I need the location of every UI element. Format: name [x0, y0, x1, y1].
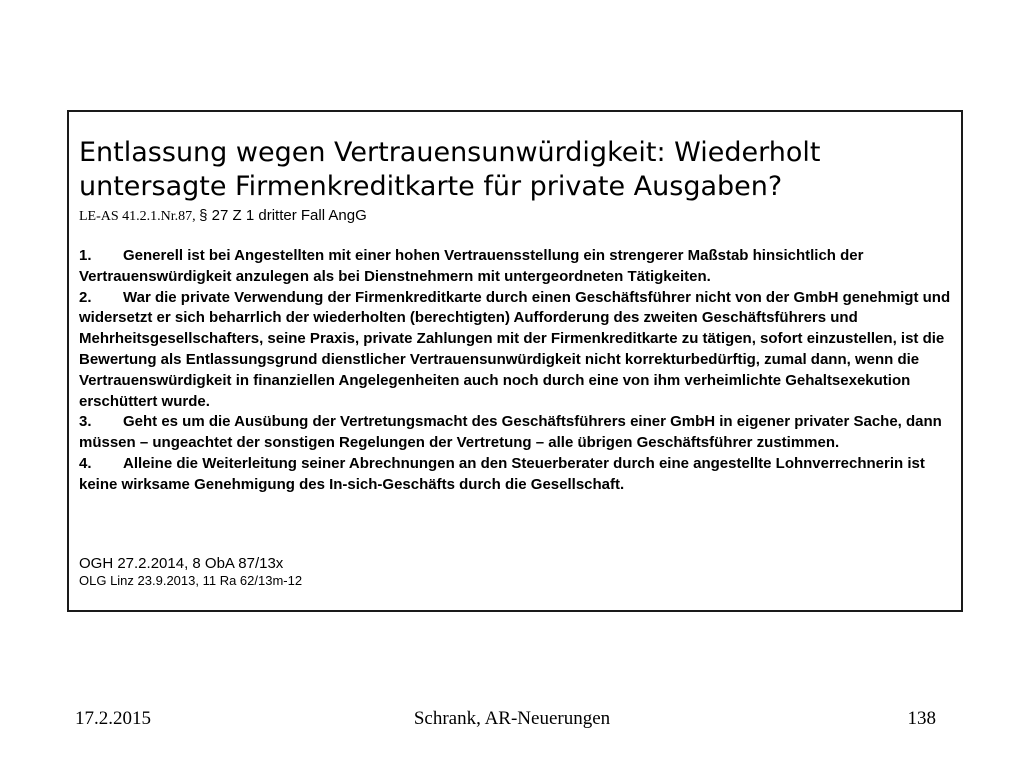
point-text: War die private Verwendung der Firmenkreditkarte durch einen Geschäftsführer nicht von der GmbH genehmigt und widersetzt er sich beharrlich der wiederholten (berechtigten) Aufforderung des zweiten Geschäftsführers und Mehrheitsgesellschafters, seine Praxis, private Zahlungen mit der Firmenkreditkarte zu tätigen, sofort einzustellen, ist die Bewertung als Entlassungsgrund dienstlicher Vertrauensunwürdigkeit nicht korrekturbedürftig, zumal dann, wenn die Vertrauenswürdigkeit in finanziellen Angelegenheiten auch noch durch eine von ihm verheimlichte Gehaltsexekution erschüttert wurde.	[79, 288, 951, 410]
list-item	[79, 288, 959, 413]
page-number: 138	[907, 708, 936, 729]
footer-date: 17.2.2015	[75, 708, 151, 729]
reference-suffix: § 27 Z 1 dritter Fall AngG	[199, 207, 367, 224]
citation-sub: OLG Linz 23.9.2013, 11 Ra 62/13m-12	[79, 573, 303, 588]
content-box	[67, 110, 963, 612]
point-number: 2.	[79, 288, 92, 306]
point-number: 1.	[79, 247, 92, 264]
list-item	[79, 412, 959, 454]
list-item	[79, 246, 959, 288]
reference-prefix: LE-AS 41.2.1.Nr.87,	[79, 209, 196, 224]
case-citations	[79, 555, 949, 589]
point-text: Alleine die Weiterleitung seiner Abrechnungen an den Steuerberater durch eine angestellte Lohnverrechnerin ist keine wirksame Genehmigung des In-sich-Geschäfts durch die Gesellschaft.	[79, 454, 925, 493]
legal-reference	[79, 207, 949, 226]
key-points-list	[79, 246, 959, 496]
footer-title: Schrank, AR-Neuerungen	[413, 708, 611, 729]
point-number: 3.	[79, 413, 92, 431]
list-item	[79, 454, 959, 496]
point-text: Geht es um die Ausübung der Vertretungsmacht des Geschäftsführers einer GmbH in eigener privater Sache, dann müssen – ungeachtet der sonstigen Regelungen der Vertretung – alle übrigen Geschäftsführer zustimmen.	[79, 413, 942, 452]
citation-main: OGH 27.2.2014, 8 ObA 87/13x	[79, 555, 284, 572]
point-number: 4.	[79, 454, 92, 472]
point-text: Generell ist bei Angestellten mit einer hohen Vertrauensstellung ein strengerer Maßstab hinsichtlich der Vertrauenswürdigkeit anzulegen als bei Dienstnehmern mit untergeordneten Tätigkeiten.	[79, 247, 864, 285]
slide-title: Entlassung wegen Vertrauensunwürdigkeit: Wiederholt untersagte Firmenkreditkarte für private Ausgaben?	[79, 137, 821, 202]
